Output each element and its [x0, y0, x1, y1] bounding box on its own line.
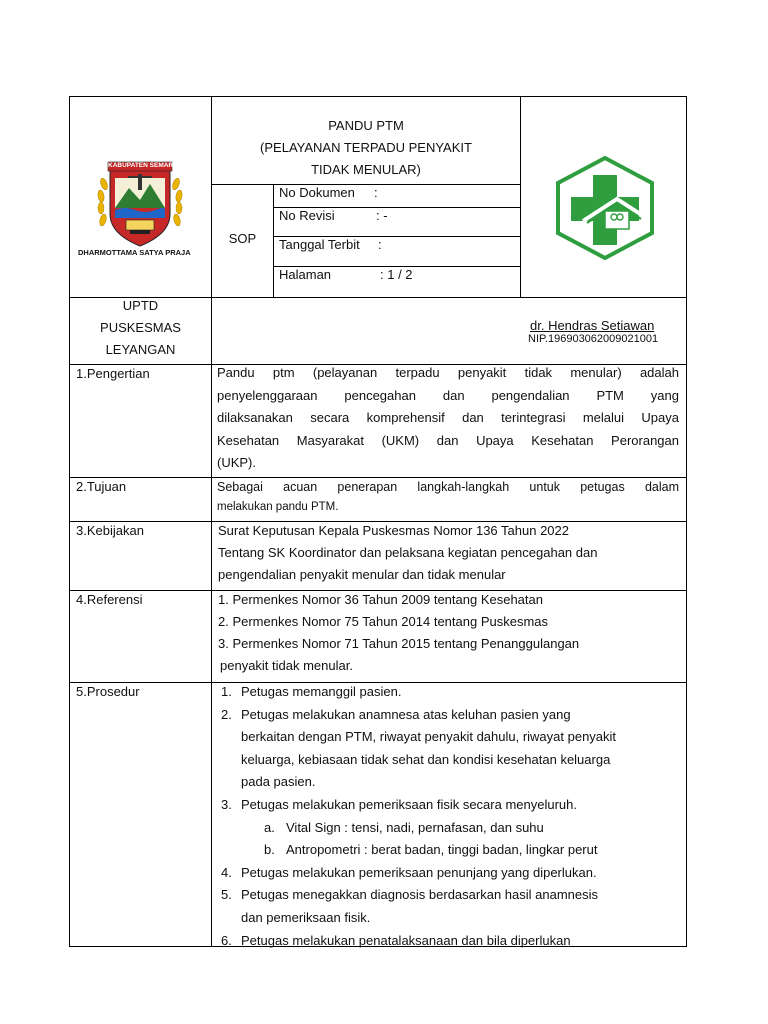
meta-label: No Revisi	[279, 208, 335, 223]
unit-name-line-1: UPTD	[122, 298, 159, 313]
text-line: 2. Permenkes Nomor 75 Tahun 2014 tentang Puskesmas	[218, 614, 549, 629]
list-item: keluarga, kebiasaan tidak sehat dan kondisi kesehatan keluarga	[241, 751, 611, 767]
document-title-line-2: (PELAYANAN TERPADU PENYAKIT	[260, 140, 472, 155]
document-title-line-1: PANDU PTM	[328, 118, 404, 133]
text-line: penyakit tidak menular.	[220, 658, 353, 673]
meta-value: :	[374, 185, 378, 200]
text-line: melakukan pandu PTM.	[217, 501, 339, 513]
meta-value: : -	[376, 208, 388, 223]
meta-value: : 1 / 2	[380, 267, 413, 282]
list-item: dan pemeriksaan fisik.	[241, 910, 371, 925]
section-label-kebijakan: 3.Kebijakan	[76, 523, 144, 538]
list-item: Petugas melakukan pemeriksaan fisik secara menyeluruh.	[241, 797, 578, 812]
list-item-number: 4.	[221, 864, 232, 880]
text-line: 1. Permenkes Nomor 36 Tahun 2009 tentang Kesehatan	[218, 592, 543, 607]
text-line: Tentang SK Koordinator dan pelaksana kegiatan pencegahan dan	[218, 545, 598, 560]
list-item-number: 2.	[221, 706, 232, 722]
text-line: (UKP).	[217, 455, 256, 470]
section-label-tujuan: 2.Tujuan	[76, 479, 127, 494]
meta-label: Tanggal Terbit	[279, 237, 360, 252]
section-label-referensi: 4.Referensi	[76, 592, 143, 607]
signatory-name: dr. Hendras Setiawan	[530, 318, 655, 333]
meta-value: :	[378, 237, 382, 252]
meta-label: No Dokumen	[279, 185, 355, 200]
section-text-pengertian	[217, 362, 679, 475]
list-item-number: b.	[264, 842, 275, 858]
list-item-number: 1.	[221, 684, 232, 699]
list-item-number: a.	[264, 819, 275, 835]
list-item: Petugas melakukan penatalaksanaan dan bila diperlukan	[241, 932, 571, 948]
document-title-line-3: TIDAK MENULAR)	[311, 162, 421, 177]
list-item-number: 6.	[221, 932, 232, 948]
text-line: Pandu ptm (pelayanan terpadu penyakit tidak menular) adalah	[217, 365, 679, 380]
list-item: Petugas melakukan pemeriksaan penunjang yang diperlukan.	[241, 864, 597, 880]
text-line: Kesehatan Masyarakat (UKM) dan Upaya Kesehatan Perorangan	[217, 432, 679, 448]
logo-motto: DHARMOTTAMA SATYA PRAJA	[78, 248, 191, 257]
list-item: Antropometri : berat badan, tinggi badan, lingkar perut	[286, 842, 598, 858]
list-item: Petugas menegakkan diagnosis berdasarkan hasil anamnesis	[241, 887, 598, 903]
unit-name-line-3: LEYANGAN	[105, 342, 176, 357]
section-label-pengertian: 1.Pengertian	[76, 366, 150, 381]
signatory-nip: NIP.196903062009021001	[528, 333, 659, 345]
list-item-number: 5.	[221, 887, 232, 903]
sop-label: SOP	[228, 231, 257, 246]
meta-label: Halaman	[279, 267, 332, 282]
text-line: penyelenggaraan pencegahan dan pengendalian PTM yang	[217, 387, 679, 403]
text-line: pengendalian penyakit menular dan tidak menular	[218, 567, 506, 582]
text-line: Surat Keputusan Kepala Puskesmas Nomor 136 Tahun 2022	[218, 523, 569, 538]
puskesmas-logo-icon	[553, 155, 657, 261]
kabupaten-semarang-logo	[74, 154, 206, 262]
list-item: Vital Sign : tensi, nadi, pernafasan, dan suhu	[286, 819, 544, 835]
text-line: dilaksanakan secara komprehensif dan terintegrasi melalui Upaya	[217, 410, 679, 425]
unit-name-line-2: PUSKESMAS	[100, 320, 181, 335]
logo-banner-text: KABUPATEN SEMARANG	[108, 162, 188, 169]
list-item: Petugas memanggil pasien.	[241, 684, 402, 699]
list-item: Petugas melakukan anamnesa atas keluhan pasien yang	[241, 706, 571, 722]
list-item-number: 3.	[221, 797, 232, 812]
text-line: 3. Permenkes Nomor 71 Tahun 2015 tentang Penanggulangan	[218, 636, 580, 651]
list-item: pada pasien.	[241, 774, 316, 790]
section-label-prosedur: 5.Prosedur	[76, 684, 140, 699]
list-item: berkaitan dengan PTM, riwayat penyakit dahulu, riwayat penyakit	[241, 729, 617, 745]
section-text-tujuan	[217, 479, 679, 515]
text-line: Sebagai acuan penerapan langkah-langkah untuk petugas dalam	[217, 480, 679, 494]
